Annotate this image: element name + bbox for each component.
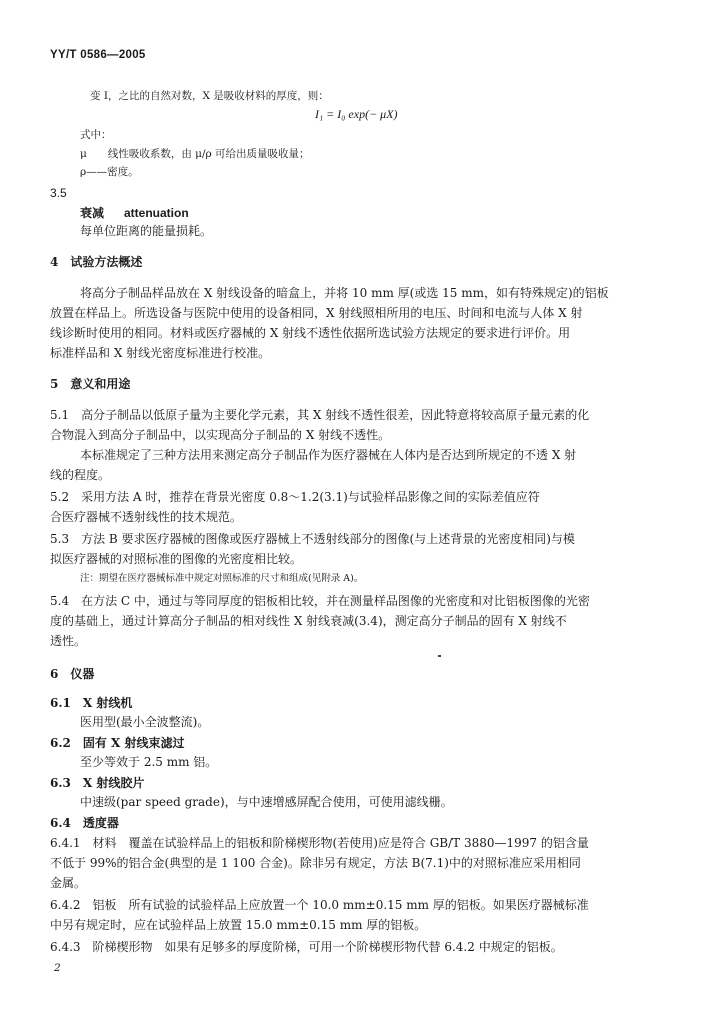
clause-6-2-body: 至少等效于 2.5 mm 铝。 [80, 755, 218, 769]
clause-5-3-line: 拟医疗器械的对照标准的图像的光密度相比较。 [50, 552, 303, 566]
clause-3-5-number: 3.5 [50, 186, 67, 200]
scan-speck [438, 655, 441, 657]
section-4-para-line: 标准样品和 X 射线光密度标准进行校准。 [50, 346, 271, 360]
clause-5-1-line: 本标准规定了三种方法用来测定高分子制品作为医疗器械在人体内是否达到所规定的不透 X 射 [80, 448, 577, 462]
clause-6-2-title: 6.2 固有 X 射线束滤过 [50, 736, 185, 750]
clause-5-1-line: 合物混入到高分子制品中，以实现高分子制品的 X 射线不透性。 [50, 428, 391, 442]
clause-6-4-1-line: 金属。 [50, 876, 87, 890]
clause-5-2-line: 合医疗器械不透射线性的技术规范。 [50, 510, 243, 524]
clause-5-2-line: 5.2 采用方法 A 时，推荐在背景光密度 0.8～1.2(3.1)与试验样品影像之间的实际差值应符 [50, 490, 540, 504]
where-label: 式中： [80, 129, 112, 141]
term-en: attenuation [124, 206, 189, 220]
clause-6-4-1-line: 6.4.1 材料 覆盖在试验样品上的铝板和阶梯楔形物(若使用)应是符合 GB/T 3880—1997 的铝含量 [50, 836, 589, 850]
page-number: 2 [54, 962, 61, 974]
clause-6-4-2-line: 6.4.2 铝板 所有试验的试验样品上应放置一个 10.0 mm±0.15 mm 厚的铝板。如果医疗器械标准 [50, 898, 589, 912]
clause-6-1-title: 6.1 X 射线机 [50, 696, 133, 710]
clause-6-4-title: 6.4 透度器 [50, 816, 119, 830]
term-definition: 每单位距离的能量损耗。 [80, 224, 213, 238]
section-6-title: 6 仪器 [50, 667, 95, 681]
rho-definition: ρ——密度。 [80, 166, 139, 178]
clause-5-1-line: 线的程度。 [50, 468, 111, 482]
formula: I₁ = I₀ exp(− μX) [315, 107, 398, 121]
clause-6-1-body: 医用型(最小全波整流)。 [80, 715, 210, 729]
section-4-para-line: 将高分子制品样品放在 X 射线设备的暗盒上，并将 10 mm 厚(或选 15 mm，如有特殊规定)的铝板 [80, 286, 609, 300]
section-4-para-line: 线诊断时使用的相同。材料或医疗器械的 X 射线不透性依据所选试验方法规定的要求进行评价。用 [50, 326, 571, 340]
clause-6-4-2-line: 中另有规定时，应在试验样品上放置 15.0 mm±0.15 mm 厚的铝板。 [50, 918, 427, 932]
clause-6-4-1-line: 不低于 99%的铝合金(典型的是 1 100 合金)。除非另有规定，方法 B(7.1)中的对照标准应采用相同 [50, 856, 581, 870]
section-4-para-line: 放置在样品上。所选设备与医院中使用的设备相同，X 射线照相所用的电压、时间和电流与人体 X 射 [50, 306, 583, 320]
mu-definition: μ 线性吸收系数，由 μ/ρ 可给出质量吸收量； [80, 148, 310, 160]
intro-line: 变 I，之比的自然对数，X 是吸收材料的厚度，则： [90, 90, 329, 102]
clause-5-3-line: 5.3 方法 B 要求医疗器械的图像或医疗器械上不透射线部分的图像(与上述背景的光密度相同)与模 [50, 532, 575, 546]
clause-5-4-line: 5.4 在方法 C 中，通过与等同厚度的铝板相比较，并在测量样品图像的光密度和对比铝板图像的光密 [50, 594, 590, 608]
clause-6-4-3-line: 6.4.3 阶梯楔形物 如果有足够多的厚度阶梯，可用一个阶梯楔形物代替 6.4.2 中规定的铝板。 [50, 940, 563, 954]
clause-5-4-line: 度的基础上，通过计算高分子制品的相对线性 X 射线衰减(3.4)，测定高分子制品的固有 X 射线不 [50, 614, 567, 628]
clause-5-1-line: 5.1 高分子制品以低原子量为主要化学元素，其 X 射线不透性很差，因此特意将较高原子量元素的化 [50, 408, 590, 422]
clause-6-3-body: 中速级(par speed grade)，与中速增感屏配合使用，可使用滤线栅。 [80, 795, 453, 809]
clause-6-3-title: 6.3 X 射线胶片 [50, 776, 145, 790]
clause-5-4-line: 透性。 [50, 634, 87, 648]
note: 注：期望在医疗器械标准中规定对照标准的尺寸和组成(见附录 A)。 [80, 573, 364, 584]
section-5-title: 5 意义和用途 [50, 377, 131, 391]
section-4-title: 4 试验方法概述 [50, 255, 143, 269]
standard-header: YY/T 0586—2005 [50, 49, 146, 61]
term-cn: 衰减 [80, 206, 105, 220]
